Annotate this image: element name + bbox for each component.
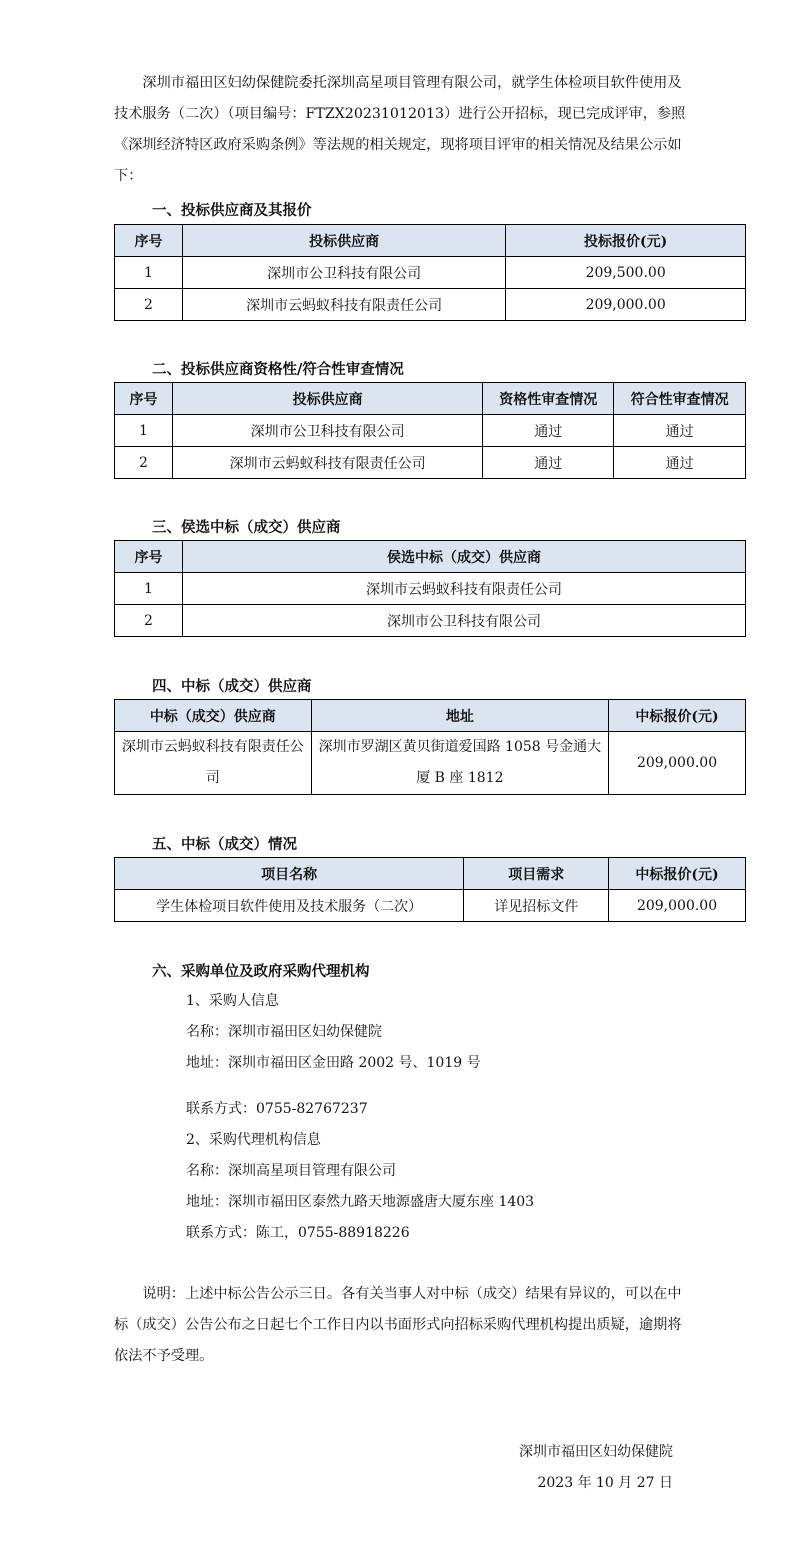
col-header: 中标报价(元) [609,858,746,890]
section5-title: 五、中标（成交）情况 [152,836,297,853]
cell-supplier: 深圳市云蚂蚁科技有限责任公司 [172,447,482,479]
col-header: 序号 [115,541,183,573]
cell-index: 1 [115,257,183,289]
col-header: 侯选中标（成交）供应商 [182,541,745,573]
col-header: 序号 [115,225,183,257]
col-header: 地址 [311,700,608,732]
col-header: 资格性审查情况 [483,383,614,415]
col-header: 符合性审查情况 [614,383,746,415]
purchaser-address: 地址：深圳市福田区金田路 2002 号、1019 号 [186,1055,481,1071]
table-row [115,605,746,637]
col-header: 中标（成交）供应商 [115,700,312,732]
table-row [115,257,746,289]
table-header-row [115,700,746,732]
cell-address: 深圳市罗湖区黄贝街道爱国路 1058 号金通大厦 B 座 1812 [311,732,608,795]
col-header: 投标供应商 [172,383,482,415]
cell-supplier: 深圳市云蚂蚁科技有限责任公司 [115,732,312,795]
purchaser-contact: 联系方式：0755-82767237 [186,1101,368,1117]
cell-price: 209,000.00 [609,732,746,795]
cell-index: 1 [115,573,183,605]
signature-date: 2023 年 10 月 27 日 [537,1475,673,1491]
signature-org: 深圳市福田区妇幼保健院 [519,1444,673,1460]
table-row [115,289,746,321]
section2-title: 二、投标供应商资格性/符合性审查情况 [152,361,404,378]
cell-price: 209,000.00 [506,289,746,321]
cell-price: 209,500.00 [506,257,746,289]
bid-price-table [114,224,746,321]
candidate-table [114,540,746,637]
cell-supplier: 深圳市公卫科技有限公司 [182,257,505,289]
cell-supplier: 深圳市公卫科技有限公司 [172,415,482,447]
col-header: 项目需求 [464,858,609,890]
cell-compliance: 通过 [614,447,746,479]
cell-qualification: 通过 [483,415,614,447]
cell-index: 1 [115,415,173,447]
col-header: 投标报价(元) [506,225,746,257]
table-row [115,573,746,605]
cell-project-name: 学生体检项目软件使用及技术服务（二次） [115,890,464,922]
cell-requirement: 详见招标文件 [464,890,609,922]
section3-title: 三、侯选中标（成交）供应商 [152,519,341,536]
cell-compliance: 通过 [614,415,746,447]
section4-title: 四、中标（成交）供应商 [152,678,312,695]
table-header-row [115,383,746,415]
cell-index: 2 [115,605,183,637]
agency-heading: 2、采购代理机构信息 [186,1132,321,1148]
agency-address: 地址：深圳市福田区泰然九路天地源盛唐大厦东座 1403 [186,1194,535,1210]
cell-index: 2 [115,447,173,479]
cell-supplier: 深圳市云蚂蚁科技有限责任公司 [182,289,505,321]
qualification-table [114,382,746,479]
section6-title: 六、采购单位及政府采购代理机构 [152,963,370,980]
table-header-row [115,858,746,890]
award-table [114,857,746,922]
table-header-row [115,225,746,257]
col-header: 投标供应商 [182,225,505,257]
table-row [115,447,746,479]
intro-paragraph: 深圳市福田区妇幼保健院委托深圳高星项目管理有限公司，就学生体检项目软件使用及技术服务（二次）（项目编号：FTZX20231012013）进行公开招标，现已完成评审，参照《深圳经济特区政府采购条例》等法规的相关规定，现将项目评审的相关情况及结果公示如下： [114,75,686,184]
col-header: 中标报价(元) [609,700,746,732]
table-row [115,415,746,447]
cell-supplier: 深圳市公卫科技有限公司 [182,605,745,637]
purchaser-name: 名称：深圳市福田区妇幼保健院 [186,1024,382,1040]
col-header: 项目名称 [115,858,464,890]
note-paragraph: 说明：上述中标公告公示三日。各有关当事人对中标（成交）结果有异议的，可以在中标（成交）公告公布之日起七个工作日内以书面形式向招标采购代理机构提出质疑，逾期将依法不予受理。 [114,1286,682,1364]
agency-contact: 联系方式：陈工，0755-88918226 [186,1225,410,1241]
table-row [115,890,746,922]
col-header: 序号 [115,383,173,415]
cell-price: 209,000.00 [609,890,746,922]
winner-table [114,699,746,795]
section1-title: 一、投标供应商及其报价 [152,202,312,219]
cell-qualification: 通过 [483,447,614,479]
table-row [115,732,746,795]
purchaser-heading: 1、采购人信息 [186,993,279,1009]
cell-index: 2 [115,289,183,321]
agency-name: 名称：深圳高星项目管理有限公司 [186,1163,396,1179]
table-header-row [115,541,746,573]
cell-supplier: 深圳市云蚂蚁科技有限责任公司 [182,573,745,605]
